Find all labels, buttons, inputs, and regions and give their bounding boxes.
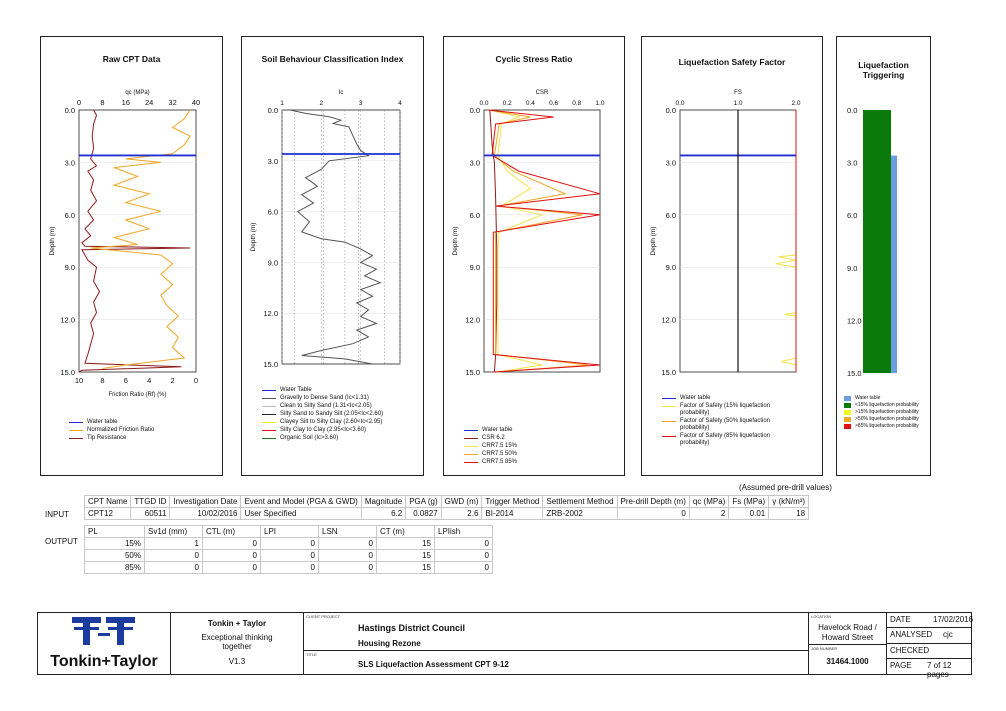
legend-item [69,427,154,434]
legend-swatch [662,398,676,399]
table-cell: 15 [377,550,435,562]
table-cell: 0 [203,562,261,574]
meta-cell [887,613,974,679]
client-label: CLIENT PROJECT [306,614,340,619]
company-name: Tonkin + Taylor [207,619,267,628]
table-cell: 50% [85,550,145,562]
legend-item [262,435,383,442]
table-cell: 0 [435,550,493,562]
top-tick-label: 32 [168,98,177,107]
table-cell: γ (kN/m³) [769,496,809,508]
depth-tick-label: 9.0 [665,263,676,273]
depth-tick-label: 15.0 [847,369,862,378]
depth-tick-label: 0.0 [64,106,75,115]
top-tick-label: 16 [121,98,130,107]
table-cell: 6.2 [361,508,405,520]
legend-label: Water table [855,395,881,401]
logo-wordmark: Tonkin+Taylor [50,653,158,670]
logo-cell [38,613,171,674]
top-tick-label: 0 [76,98,82,107]
csr-legend-left [464,427,517,450]
analysed-value: cjc [943,630,953,639]
table-cell: Investigation Date [170,496,241,508]
table-cell: LPIish [435,526,493,538]
legend-label: Silty Clay to Clay (2.95<Ic<3.60) [280,427,367,433]
sbt-legend [262,387,383,443]
fs-legend [662,395,792,448]
table-row [85,538,493,550]
table-cell: 15 [377,562,435,574]
table-cell: 1 [145,538,203,550]
drawing-title: SLS Liquefaction Assessment CPT 9-12 [358,660,509,669]
table-cell: 0.0827 [406,508,441,520]
depth-tick-label: 12.0 [465,315,480,325]
table-row [85,496,809,508]
legend-label: CRR7.5 15% [482,443,518,449]
legend-swatch [69,438,83,439]
depth-tick-label: 0.0 [469,106,480,115]
legend-label: Silty Sand to Sandy Silt (2.05<Ic<2.60) [280,411,384,417]
table-row [85,508,809,520]
output-label: OUTPUT [45,537,78,546]
legend-label: Tip Resistance [87,435,127,441]
table-cell: 0 [203,550,261,562]
legend-label: Normalized Friction Ratio [87,427,155,433]
csr-chart [444,37,626,477]
tonkin-taylor-logo [38,613,171,674]
assumed-note: (Assumed pre-drill values) [739,483,832,492]
legend-item [464,427,517,434]
table-cell: ZRB-2002 [543,508,617,520]
table-cell: Pre-drill Depth (m) [617,496,689,508]
table-cell: LSN [319,526,377,538]
legend-label: <15% liquefaction probability [855,402,919,408]
depth-tick-label: 6.0 [847,211,858,221]
depth-tick-label: 12.0 [661,315,676,325]
csr-panel [443,36,625,476]
depth-tick-label: 0.0 [847,106,858,115]
table-cell: Magnitude [361,496,405,508]
depth-tick-label: 15.0 [263,360,278,369]
table-cell: 18 [769,508,809,520]
company-tagline-2: together [222,642,252,651]
table-cell: CPT12 [85,508,131,520]
legend-swatch [844,396,851,401]
legend-item [262,427,383,434]
legend-item [844,402,930,408]
y-axis-label: Depth (m) [250,222,257,252]
legend-label: CSR 6.2 [482,435,505,441]
top-tick-label: 0.0 [675,100,685,107]
page-value: 7 of 12 pages [927,661,952,679]
legend-label: Water table [482,427,513,433]
checked-label: CHECKED [890,646,930,655]
trigger-title-1: Liquefaction [858,60,909,70]
top-tick-label: 1 [280,100,284,107]
depth-tick-label: 12.0 [60,315,75,325]
legend-item [464,451,517,458]
date-label: DATE [890,615,911,624]
analysed-label: ANALYSED [890,630,933,639]
trigger-title-2: Triggering [862,70,905,80]
bottom-tick-label: 4 [147,376,152,385]
legend-item [69,419,154,426]
depth-tick-label: 3.0 [469,158,480,168]
title-block [37,612,974,679]
top-tick-label: 40 [191,98,201,107]
sbt-title: Soil Behaviour Classification Index [261,54,404,64]
sbt-panel [241,36,424,476]
title-label: TITLE [306,652,317,657]
table-cell: 2 [689,508,728,520]
legend-label: Water Table [280,387,312,393]
legend-swatch [69,430,83,431]
top-axis-label: CSR [535,90,549,96]
legend-swatch [464,430,478,431]
legend-label: Water table [87,419,118,425]
top-tick-label: 2 [319,100,324,107]
csr-legend-right [464,451,517,466]
table-cell: 15 [377,538,435,550]
bottom-tick-label: 0 [193,376,199,385]
top-axis-label: FS [734,90,742,96]
table-cell: 0 [261,562,319,574]
legend-item [662,395,792,402]
depth-tick-label: 6.0 [469,210,480,220]
top-tick-label: 0.6 [549,100,559,107]
legend-label: Factor of Safety (85% liquefaction probability) [680,433,771,446]
depth-tick-label: 15.0 [465,368,480,377]
company-cell [171,613,304,674]
legend-label: >15% liquefaction probability [855,409,919,415]
table-cell: Fs (MPa) [729,496,769,508]
table-cell: User Specified [241,508,361,520]
depth-tick-label: 15.0 [661,368,676,377]
legend-item [262,411,383,418]
depth-tick-label: 3.0 [847,158,858,168]
depth-tick-label: 9.0 [847,263,858,273]
legend-item [464,435,517,442]
legend-swatch [844,403,851,408]
bottom-axis-label: Friction Ratio (Rf) (%) [108,392,167,398]
table-cell: qc (MPa) [689,496,728,508]
table-cell: 15% [85,538,145,550]
series-line [489,110,589,372]
table-row [85,526,493,538]
depth-tick-label: 3.0 [267,156,278,166]
legend-label: CRR7.5 50% [482,451,518,457]
plot-area [484,110,600,372]
location-cell [809,613,887,674]
table-cell: 0 [435,562,493,574]
depth-tick-label: 6.0 [267,207,278,217]
job-number: 31464.1000 [826,657,869,666]
table-cell: 85% [85,562,145,574]
legend-item [844,409,930,415]
legend-item [844,416,930,422]
version: V1.3 [228,657,246,666]
legend-swatch [464,446,478,447]
depth-tick-label: 12.0 [847,316,862,326]
legend-swatch [464,438,478,439]
table-cell: 0 [145,562,203,574]
depth-tick-label: 9.0 [469,263,480,273]
csr-legend [464,427,517,467]
top-tick-label: 0.4 [525,100,535,107]
top-tick-label: 8 [100,98,105,107]
top-axis-label: Ic [338,90,344,96]
legend-label: >85% liquefaction probability [855,423,919,429]
table-cell: TTGD ID [131,496,170,508]
table-cell: Settlement Method [543,496,617,508]
depth-tick-label: 15.0 [60,368,75,377]
top-tick-label: 0.0 [479,100,489,107]
legend-item [464,443,517,450]
csr-title: Cyclic Stress Ratio [495,54,573,64]
table-cell: 0 [617,508,689,520]
legend-label: Clayey Silt to Silty Clay (2.60<Ic<2.95) [280,419,383,425]
legend-swatch [262,398,276,399]
legend-label: >50% liquefaction probability [855,416,919,422]
legend-item [262,403,383,410]
depth-tick-label: 3.0 [665,158,676,168]
depth-tick-label: 9.0 [267,258,278,268]
table-cell: 0 [261,550,319,562]
table-cell: Trigger Method [482,496,543,508]
location-line-2: Howard Street [821,633,874,642]
location-line-1: Havelock Road / [818,623,877,632]
legend-swatch [844,417,851,422]
table-cell: 60511 [131,508,170,520]
table-cell: Event and Model (PGA & GWD) [241,496,361,508]
table-cell: 0 [319,562,377,574]
legend-swatch [464,462,478,463]
table-cell: 0 [261,538,319,550]
trigger-bar [863,110,891,373]
legend-swatch [69,422,83,423]
legend-label: Water table [680,395,711,401]
table-cell: CPT Name [85,496,131,508]
top-tick-label: 4 [398,100,402,107]
table-cell: PGA (g) [406,496,441,508]
table-cell: GWD (m) [441,496,482,508]
project-cell [304,613,809,674]
depth-tick-label: 3.0 [64,158,75,168]
trigger-legend [844,395,930,430]
table-cell: 2.6 [441,508,482,520]
bottom-tick-label: 10 [74,376,84,385]
series-line [490,110,542,372]
table-cell: CT (m) [377,526,435,538]
project-name: Housing Rezone [358,639,421,648]
client-name: Hastings District Council [358,623,466,633]
bottom-tick-label: 6 [123,376,128,385]
legend-label: CRR7.5 85% [482,459,518,465]
legend-label: Clean to Silty Sand (1.31<Ic<2.05) [280,403,372,409]
legend-item [662,433,792,447]
legend-item [844,423,930,429]
legend-item [69,435,154,442]
input-table [84,495,809,520]
depth-tick-label: 0.0 [665,106,676,115]
job-label: JOB NUMBER [811,646,838,651]
raw-cpt-title: Raw CPT Data [102,54,161,64]
legend-swatch [262,406,276,407]
legend-swatch [662,421,676,422]
legend-swatch [662,406,676,407]
legend-item [662,403,792,417]
legend-swatch [662,436,676,437]
series-line [776,110,796,372]
table-row [85,550,493,562]
y-axis-label: Depth (m) [650,226,657,256]
top-tick-label: 3 [358,100,363,107]
top-tick-label: 1.0 [733,100,743,107]
trigger-panel [836,36,931,476]
table-row [85,562,493,574]
page-label: PAGE [890,661,912,670]
legend-item [262,387,383,394]
y-axis-label: Depth (m) [452,226,459,256]
fs-title: Liquefaction Safety Factor [678,57,786,67]
company-tagline-1: Exceptional thinking [201,633,273,642]
top-tick-label: 24 [145,98,154,107]
input-label: INPUT [45,510,69,519]
legend-swatch [262,422,276,423]
legend-item [262,395,383,402]
table-cell: 0 [435,538,493,550]
depth-tick-label: 12.0 [263,309,278,319]
table-cell: 0 [319,538,377,550]
table-cell: 0.01 [729,508,769,520]
top-tick-label: 0.8 [572,100,582,107]
raw-cpt-legend [69,419,154,443]
legend-item [662,418,792,432]
raw-cpt-panel [40,36,223,476]
top-tick-label: 1.0 [595,100,605,107]
legend-swatch [844,410,851,415]
table-cell: PL [85,526,145,538]
legend-swatch [464,454,478,455]
plot-area [282,110,400,364]
legend-swatch [262,414,276,415]
legend-swatch [844,424,851,429]
fs-panel [641,36,823,476]
top-tick-label: 0.2 [502,100,512,107]
date-value: 17/02/2016 [933,615,974,624]
y-axis-label: Depth (m) [49,226,56,256]
raw-cpt-chart [41,37,224,477]
series-line [488,110,601,372]
table-cell: BI-2014 [482,508,543,520]
legend-swatch [262,438,276,439]
table-cell: 10/02/2016 [170,508,241,520]
depth-tick-label: 0.0 [267,106,278,115]
legend-label: Organic Soil (Ic>3.60) [280,435,339,441]
legend-label: Gravelly to Dense Sand (Ic<1.31) [280,395,369,401]
legend-label: Factor of Safety (15% liquefaction probability) [680,403,771,416]
table-cell: 0 [319,550,377,562]
legend-swatch [262,430,276,431]
legend-item [464,459,517,466]
table-cell: 0 [145,550,203,562]
table-cell: CTL (m) [203,526,261,538]
legend-label: Factor of Safety (50% liquefaction probability) [680,418,771,431]
depth-tick-label: 6.0 [665,210,676,220]
table-cell: LPI [261,526,319,538]
bottom-tick-label: 2 [170,376,175,385]
table-cell: Sv1d (mm) [145,526,203,538]
legend-swatch [262,390,276,391]
series-line [91,110,190,369]
depth-tick-label: 6.0 [64,210,75,220]
legend-item [262,419,383,426]
depth-tick-label: 9.0 [64,263,75,273]
top-axis-label: qc (MPa) [125,90,150,96]
top-tick-label: 2.0 [791,100,801,107]
output-table [84,525,493,574]
series-line [290,110,380,364]
bottom-tick-label: 8 [100,376,105,385]
location-label: LOCATION [811,614,832,619]
legend-item [844,395,930,401]
table-cell: 0 [203,538,261,550]
